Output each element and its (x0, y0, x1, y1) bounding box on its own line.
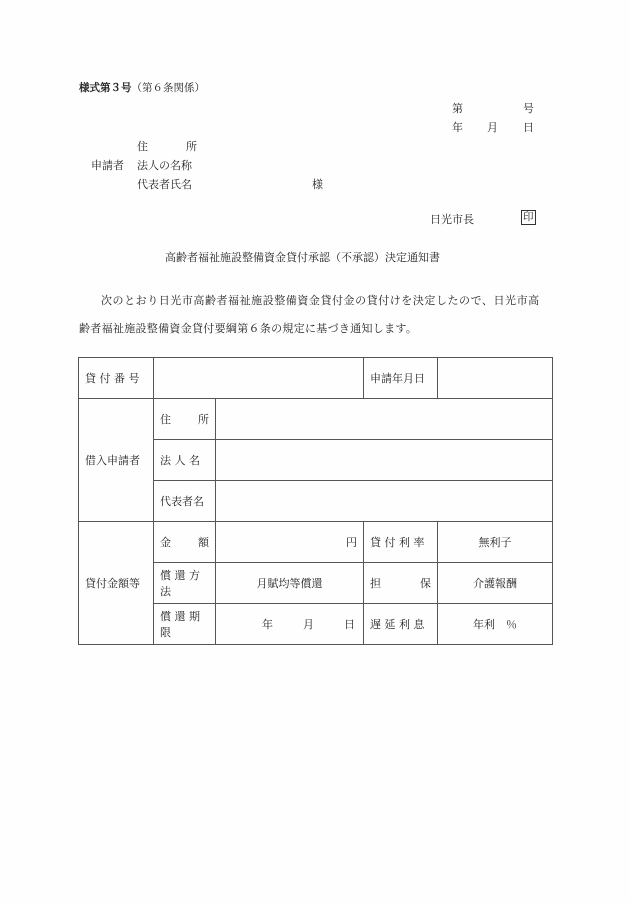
application-date-label: 申請年月日 (364, 358, 438, 399)
applicant-rep-label: 代表者氏名 (137, 178, 192, 191)
repayment-method-label: 償 還 方 法 (154, 563, 216, 604)
applicant-address-label-2: 所 (186, 140, 197, 153)
borrower-label: 借入申請者 (79, 399, 154, 522)
collateral-label (364, 563, 438, 604)
date-day: 日 (523, 121, 534, 134)
corp-name-label: 法 人 名 (154, 440, 216, 481)
rep-name-label: 代表者名 (154, 481, 216, 522)
loan-number-label: 貸 付 番 号 (79, 358, 154, 399)
document-title: 高齢者福祉施設整備資金貸付承認（不承認）決定通知書 (165, 251, 440, 264)
form-number-label: 様式第３号 (79, 82, 132, 94)
deadline-month: 月 (303, 618, 315, 631)
body-text-line-1: 次のとおり日光市高齢者福祉施設整備資金貸付金の貸付けを決定したので、日光市高 (101, 294, 540, 307)
body-text-line-2: 齢者福祉施設整備資金貸付要綱第６条の規定に基づき通知します。 (79, 322, 418, 335)
date-month: 月 (487, 121, 498, 134)
application-date-field[interactable] (438, 358, 553, 399)
loan-amount-group-label: 貸付金額等 (79, 522, 154, 645)
interest-rate-value: 無利子 (438, 522, 553, 563)
issuer-title: 日光市長 (430, 213, 474, 226)
rep-name-field[interactable] (216, 481, 553, 522)
amount-label-1: 金 (160, 536, 171, 549)
address-label (154, 399, 216, 440)
applicant-corp-label: 法人の名称 (137, 159, 192, 172)
deadline-day: 日 (344, 618, 356, 631)
amount-label-2: 額 (198, 536, 209, 549)
collateral-label-1: 担 (370, 577, 382, 590)
address-field[interactable] (216, 399, 553, 440)
doc-number-suffix: 号 (523, 102, 534, 115)
table-row (79, 358, 553, 399)
table-row (79, 399, 553, 440)
doc-number-prefix: 第 (452, 102, 463, 115)
date-year: 年 (452, 121, 463, 134)
applicant-label: 申請者 (91, 159, 124, 172)
yen-unit: 円 (346, 536, 358, 549)
form-number (79, 80, 205, 95)
honorific: 様 (312, 178, 323, 191)
deadline-year: 年 (262, 618, 274, 631)
collateral-label-2: 保 (420, 577, 432, 590)
repayment-method-value: 月賦均等償還 (216, 563, 364, 604)
repayment-deadline-label: 償 還 期 限 (154, 604, 216, 645)
address-label-2: 所 (198, 413, 209, 426)
table-row (79, 522, 553, 563)
amount-label (154, 522, 216, 563)
seal-mark: 印 (523, 211, 534, 223)
form-number-reference: （第６条関係） (131, 82, 205, 94)
corp-name-field[interactable] (216, 440, 553, 481)
interest-rate-label: 貸 付 利 率 (364, 522, 438, 563)
loan-form-table (78, 357, 553, 645)
repayment-deadline-field[interactable] (216, 604, 364, 645)
address-label-1: 住 (160, 413, 171, 426)
amount-field[interactable] (216, 522, 364, 563)
late-interest-label: 遅 延 利 息 (364, 604, 438, 645)
late-interest-value: 年利 ％ (438, 604, 553, 645)
loan-number-field[interactable] (154, 358, 364, 399)
applicant-address-label-1: 住 (137, 140, 148, 153)
collateral-value: 介護報酬 (438, 563, 553, 604)
